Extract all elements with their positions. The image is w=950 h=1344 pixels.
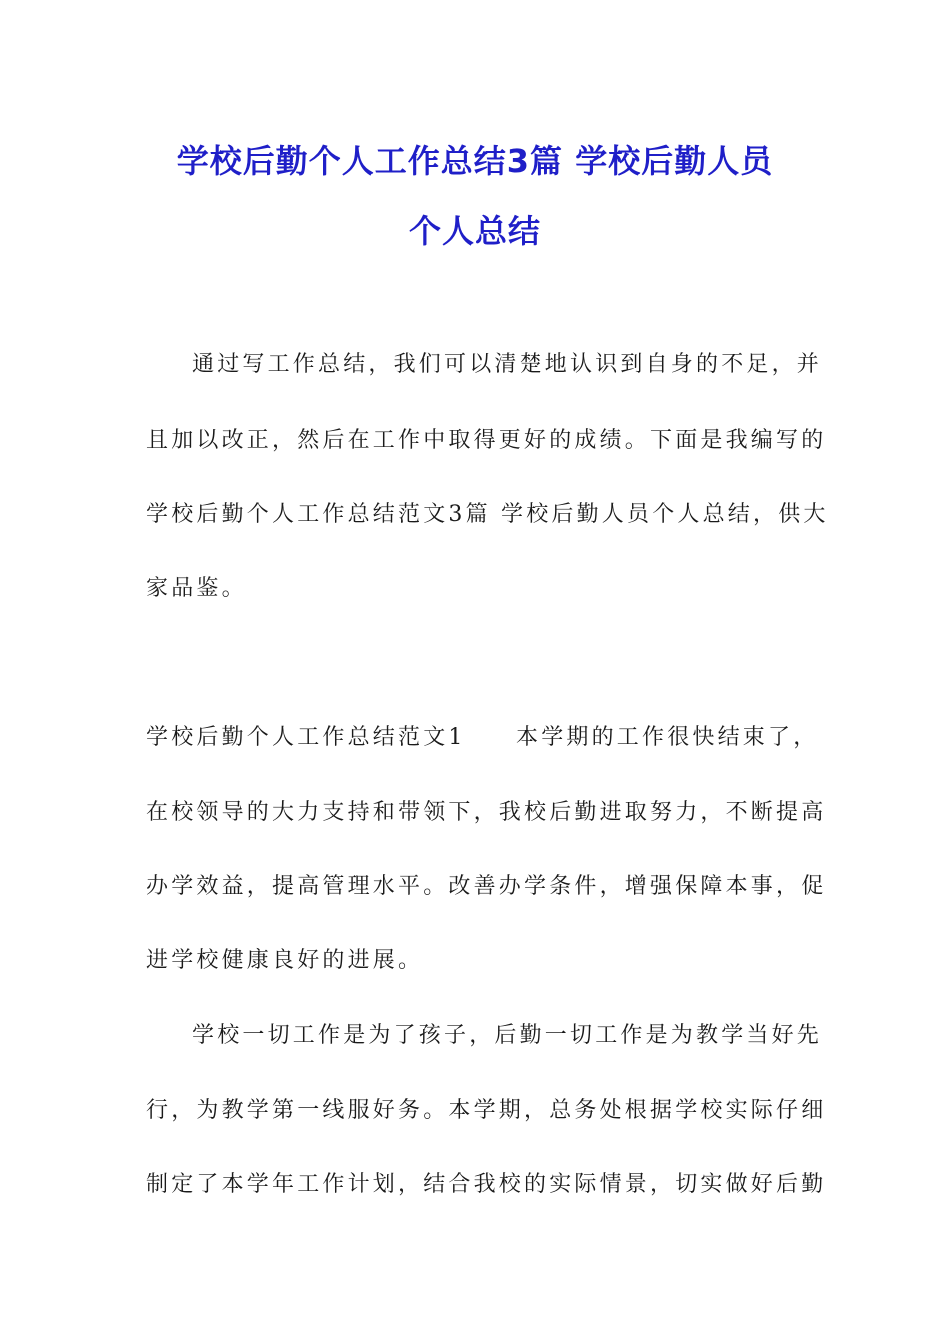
paragraph2-line: 行，为教学第一线服好务。本学期，总务处根据学校实际仔细 xyxy=(146,1098,827,1123)
document-title-line-2: 个人总结 xyxy=(408,212,541,250)
document-title-line-1: 学校后勤个人工作总结3篇 学校后勤人员 xyxy=(176,142,774,180)
intro-paragraph-line: 学校后勤个人工作总结范文3篇 学校后勤人员个人总结，供大 xyxy=(146,502,829,527)
section1-paragraph-line: 在校领导的大力支持和带领下，我校后勤进取努力，不断提高 xyxy=(146,800,827,825)
paragraph2-line: 制定了本学年工作计划，结合我校的实际情景，切实做好后勤 xyxy=(146,1172,827,1197)
section1-paragraph-line: 进学校健康良好的进展。 xyxy=(146,948,424,973)
section1-paragraph-line: 办学效益，提高管理水平。改善办学条件，增强保障本事，促 xyxy=(146,874,827,899)
intro-paragraph-line: 且加以改正，然后在工作中取得更好的成绩。下面是我编写的 xyxy=(146,428,827,453)
section1-paragraph-line: 学校后勤个人工作总结范文1 本学期的工作很快结束了， xyxy=(146,725,819,750)
intro-paragraph-line: 通过写工作总结，我们可以清楚地认识到自身的不足，并 xyxy=(192,352,823,377)
paragraph2-line: 学校一切工作是为了孩子，后勤一切工作是为教学当好先 xyxy=(192,1023,823,1048)
intro-paragraph-line: 家品鉴。 xyxy=(146,576,247,601)
